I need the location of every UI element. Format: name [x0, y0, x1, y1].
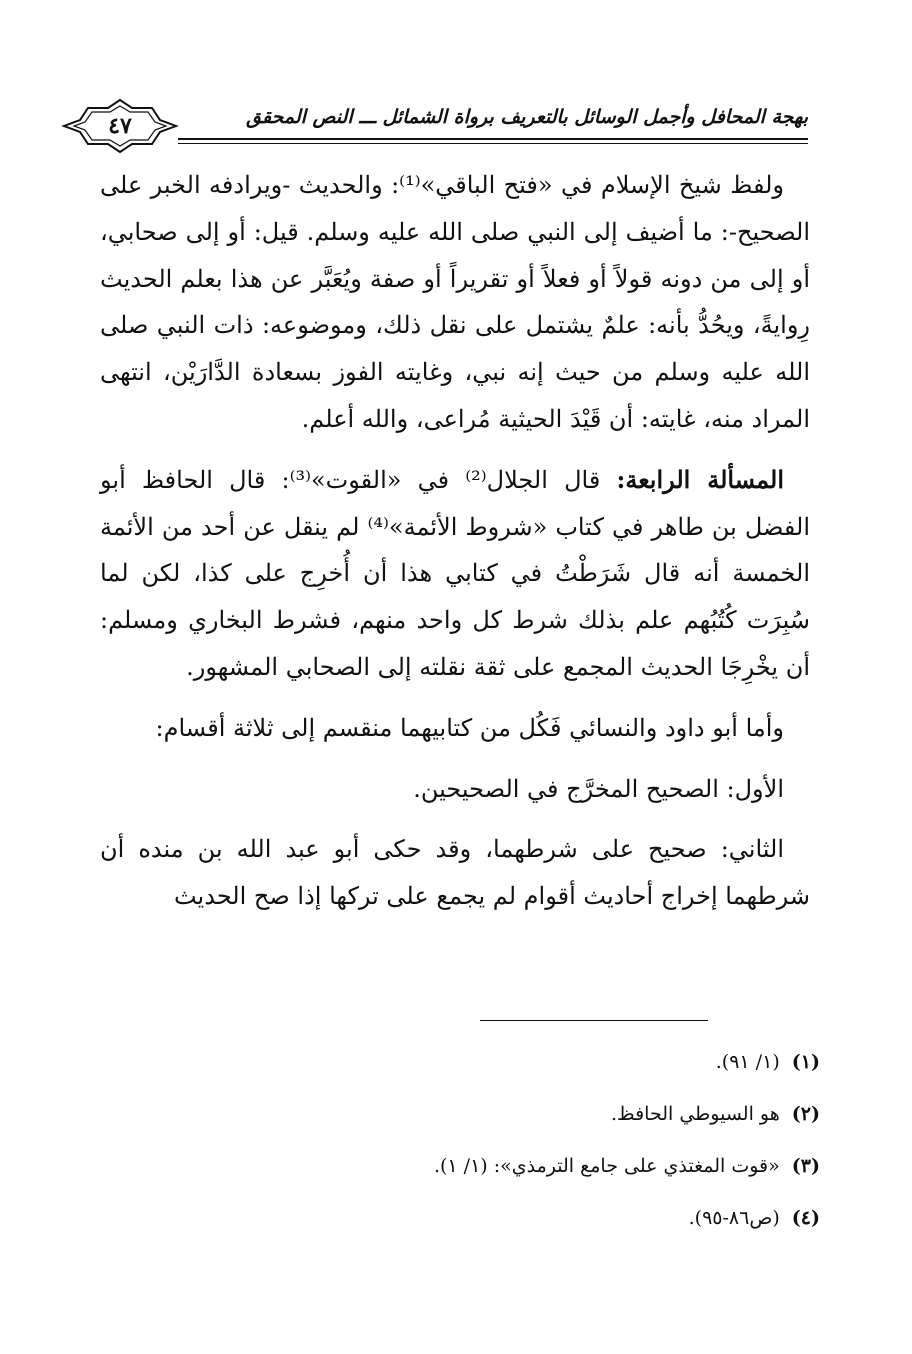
footnote-mark: (٤) [791, 1207, 820, 1229]
paragraph-4: الأول: الصحيح المخرَّج في الصحيحين. [413, 774, 784, 803]
main-text [100, 162, 810, 920]
page-number: ٤٧ [108, 113, 132, 139]
header-rule-thin [178, 143, 808, 144]
footnote-separator [480, 1020, 708, 1021]
footnote-mark: (٣) [791, 1155, 820, 1177]
section-text: قال الجلال⁽²⁾ في «القوت»⁽³⁾: قال الحافظ أبو الفضل بن طاهر في كتاب «شروط الأئمة»⁽⁴⁾ لم ينقل عن أحد من الأئمة الخمسة أنه قال شَرَطْتُ في كتابي هذا أن أُخرِج على كذا، لكن لما سُبِرَت كُتُبُهم علم بذلك شرط كل واحد منهم، فشرط البخاري ومسلم: أن يخْرِجَا الحديث المجمع على ثقة نقلته إلى الصحابي المشهور. [100, 465, 810, 681]
paragraph-1: ولفظ شيخ الإسلام في «فتح الباقي»⁽¹⁾: والحديث -ويرادفه الخبر على الصحيح-: ما أضيف إلى النبي صلى الله عليه وسلم. قيل: أو إلى صحابي، أو إلى من دونه قولاً أو فعلاً أو تقريراً أو صفة ويُعَبَّر عن هذا بعلم الحديث رِوايةً، ويحُدُّ بأنه: علمٌ يشتمل على نقل ذلك، وموضوعه: ذات النبي صلى الله عليه وسلم من حيث إنه نبي، وغايته الفوز بسعادة الدَّارَيْن، انتهى المراد منه، غايته: أن قَيْدَ الحيثية مُراعى، والله أعلم. [100, 171, 810, 433]
footnote-text: «قوت المغتذي على جامع الترمذي»: (١/ ١). [433, 1155, 780, 1177]
footnote-3 [100, 1140, 820, 1192]
paragraph-3: وأما أبو داود والنسائي فَكُل من كتابيهما منقسم إلى ثلاثة أقسام: [155, 713, 784, 742]
footnote-1 [100, 1036, 820, 1088]
footnote-text: (ص٨٦-٩٥). [688, 1207, 780, 1229]
footnote-mark: (١) [791, 1051, 820, 1073]
footnote-4 [100, 1192, 820, 1244]
page-header [60, 98, 808, 150]
footnote-mark: (٢) [791, 1103, 820, 1125]
footnotes [100, 1036, 820, 1244]
paragraph-5: الثاني: صحيح على شرطهما، وقد حكى أبو عبد الله بن منده أن شرطهما إخراج أحاديث أقوام لم يجمع على تركها إذا صح الحديث [100, 835, 810, 911]
footnote-text: (١/ ٩١). [715, 1051, 780, 1073]
footnote-text: هو السيوطي الحافظ. [611, 1103, 780, 1125]
paragraph-masala [100, 457, 810, 691]
page-number-badge [60, 98, 180, 154]
section-heading: المسألة الرابعة: [616, 464, 784, 494]
header-rule [178, 138, 808, 140]
footnote-2 [100, 1088, 820, 1140]
running-title: بهجة المحافل وأجمل الوسائل بالتعريف برواة الشمائل ـــ النص المحقق [246, 106, 808, 128]
